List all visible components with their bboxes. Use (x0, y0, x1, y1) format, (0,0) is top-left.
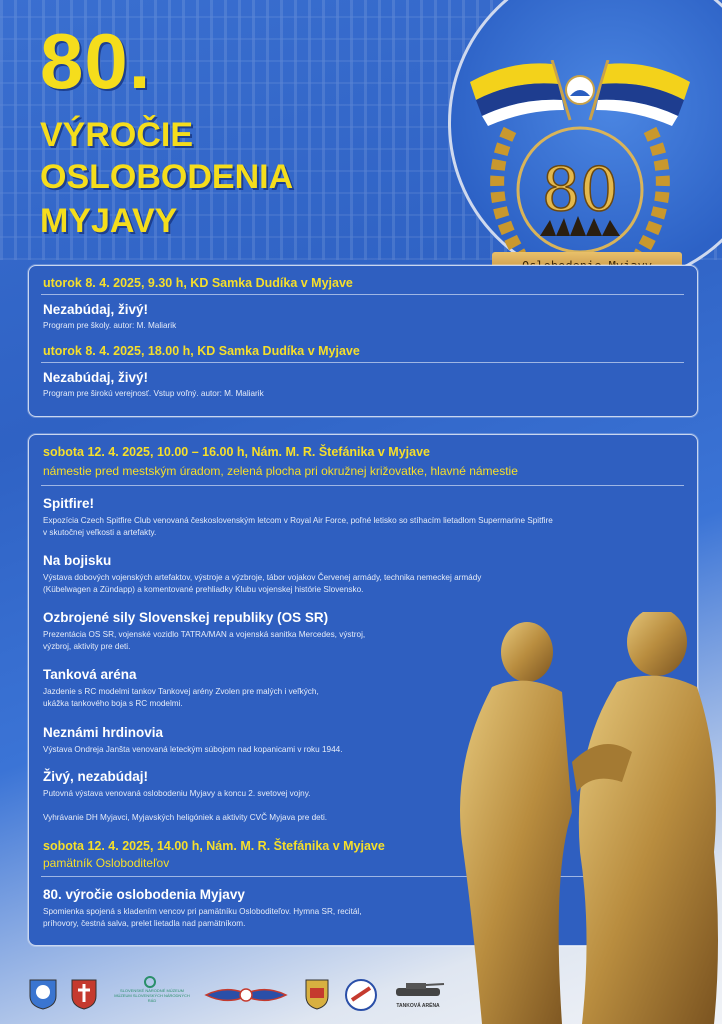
item-title: Neznámi hrdinovia (43, 725, 164, 740)
tank-arena-logo: TANKOVÁ ARÉNA (390, 980, 446, 1009)
event2-title: Nezabúdaj, živý! (43, 370, 149, 385)
final-title: 80. výročie oslobodenia Myjavy (43, 887, 245, 902)
museum-logo: SLOVENSKÉ NÁRODNÉ MÚZEUM MÚZEUM SLOVENSKÝCH NÁRODNÝCH RÁD (112, 976, 192, 1003)
title-line-3: MYJAVY (40, 202, 178, 240)
item-desc: Prezentácia OS SR, vojenské vozidlo TATRA/MAN a vojenská sanitka Mercedes, výstroj, (43, 630, 366, 639)
event2-desc: Program pre širokú verejnosť. Vstup voľný. autor: M. Maliarik (43, 389, 264, 398)
item-desc: Putovná výstava venovaná oslobodeniu Myjavy a koncu 2. svetovej vojny. (43, 789, 311, 798)
saturday-subheader-2: pamätník Osloboditeľov (43, 856, 170, 870)
event1-title: Nezabúdaj, živý! (43, 302, 149, 317)
item-desc: Jazdenie s RC modelmi tankov Tankovej arény Zvolen pre malých i veľkých, (43, 687, 319, 696)
extra-note: Vyhrávanie DH Myjavci, Myjavských heligóniek a aktivity CVČ Myjava pre deti. (43, 813, 328, 822)
final-desc: Spomienka spojená s kladením vencov pri pamätníku Osloboditeľov. Hymna SR, recitál, (43, 907, 362, 916)
item-title: Tanková aréna (43, 667, 137, 682)
title-number: 80. (40, 17, 152, 105)
item-title: Spitfire! (43, 496, 95, 511)
title-line-2: OSLOBODENIA (40, 158, 294, 196)
military-crest-icon (70, 978, 98, 1010)
item-desc: Výstava dobových vojenských artefaktov, výstroje a výzbroje, tábor vojakov Červenej armády, technika nemeckej armády (43, 573, 482, 582)
events-box-tuesday (28, 265, 698, 417)
round-emblem-icon (344, 978, 378, 1012)
emblem-number: 80 (541, 155, 619, 225)
item-desc: (Kübelwagen a Zündapp) a komentované prehliadky Klubu vojenskej histórie Slovensko. (43, 585, 364, 594)
saturday-header: sobota 12. 4. 2025, 10.00 – 16.00 h, Nám. M. R. Štefánika v Myjave (43, 445, 430, 459)
item-desc: Výstava Ondreja Janšta venovaná leteckým súbojom nad kopanicami v roku 1944. (43, 745, 343, 754)
event1-desc: Program pre školy. autor: M. Maliarik (43, 321, 177, 330)
museum-icon (144, 976, 156, 988)
tank-icon (390, 980, 446, 998)
logos-bar (0, 958, 722, 1024)
event2-header: utorok 8. 4. 2025, 18.00 h, KD Samka Dudíka v Myjave (43, 344, 360, 358)
item-desc: výzbroj, aktivity pre deti. (43, 642, 131, 651)
saturday-header-2: sobota 12. 4. 2025, 14.00 h, Nám. M. R. Štefánika v Myjave (43, 839, 385, 853)
item-title: Ozbrojené sily Slovenskej republiky (OS SR) (43, 610, 329, 625)
item-desc: Expozícia Czech Spitfire Club venovaná československým letcom v Royal Air Force, poľné letisko so stíhacím lietadlom Supermarine Spitfire (43, 516, 553, 525)
item-title: Na bojisku (43, 553, 112, 568)
air-force-wings-icon (204, 984, 288, 1006)
event1-header: utorok 8. 4. 2025, 9.30 h, KD Samka Dudíka v Myjave (43, 276, 353, 290)
divider (41, 362, 684, 363)
item-desc: ukážka tankového boja s RC modelmi. (43, 699, 183, 708)
saturday-subheader: námestie pred mestským úradom, zelená plocha pri okružnej križovatke, hlavné námestie (43, 464, 518, 478)
divider (41, 294, 684, 295)
myjava-crest-icon (28, 978, 58, 1010)
item-desc: v skutočnej veľkosti a artefakty. (43, 528, 157, 537)
shield-crest-icon (304, 978, 330, 1010)
item-title: Živý, nezabúdaj! (43, 769, 149, 784)
final-desc: príhovory, čestná salva, prelet lietadla nad pamätníkom. (43, 919, 246, 928)
divider (41, 485, 684, 486)
title-line-1: VÝROČIE (40, 116, 194, 154)
